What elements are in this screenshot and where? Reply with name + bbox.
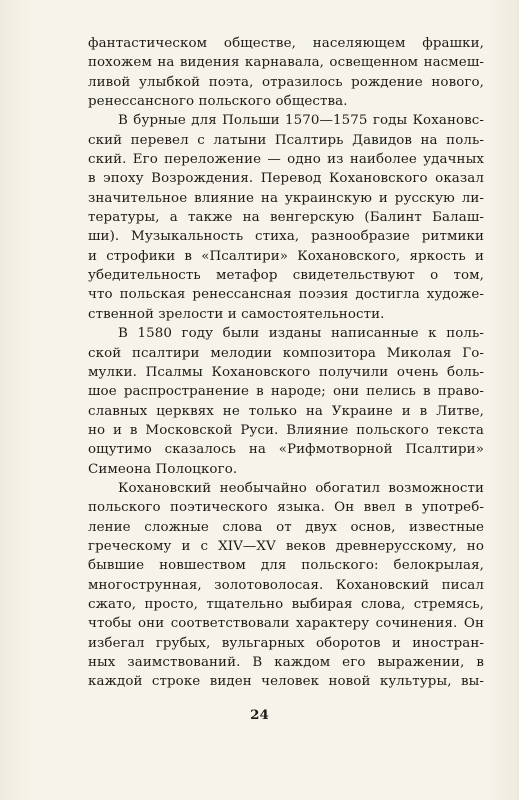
text-line: ский перевел с латыни Псалтирь Давидов на поль- bbox=[88, 132, 484, 148]
text-line: ской псалтири мелодии композитора Миколая Го- bbox=[88, 345, 484, 361]
text-line: ши). Музыкальность стиха, разнообразие ритмики bbox=[88, 229, 484, 245]
text-line: чтобы они соответствовали характеру сочинения. Он bbox=[88, 616, 484, 632]
text-line: В 1580 году были изданы написанные к поль- bbox=[118, 326, 484, 342]
text-line: значительное влияние на украинскую и русскую ли- bbox=[88, 190, 484, 206]
text-line: многострунная, золотоволосая. Кохановский писал bbox=[88, 577, 484, 593]
text-line: мулки. Псалмы Кохановского получили очень боль- bbox=[88, 364, 484, 380]
text-line: ление сложные слова от двух основ, известные bbox=[88, 519, 484, 535]
text-line: польского поэтического языка. Он ввел в употреб- bbox=[88, 500, 484, 516]
body-text bbox=[88, 34, 484, 692]
text-line: В бурные для Польши 1570—1575 годы Кохановс- bbox=[118, 113, 484, 129]
text-line: фантастическом обществе, населяющем фрашки, bbox=[88, 36, 484, 51]
text-line: что польская ренессансная поэзия достигла художе- bbox=[88, 287, 484, 303]
text-line: Симеона Полоцкого. bbox=[88, 461, 238, 477]
text-line: Кохановский необычайно обогатил возможности bbox=[118, 480, 484, 496]
text-line: похожем на видения карнавала, освещенном насмеш- bbox=[88, 55, 484, 71]
text-line: в эпоху Возрождения. Перевод Кохановского оказал bbox=[88, 171, 484, 187]
text-line: ренессансного польского общества. bbox=[88, 94, 348, 110]
page-number: 24 bbox=[250, 707, 269, 723]
text-line: ощутимо сказалось на «Рифмотворной Псалтири» bbox=[88, 442, 484, 458]
text-line: бывшие новшеством для польского: белокрылая, bbox=[88, 558, 484, 574]
text-line: тературы, а также на венгерскую (Балинт Балаш- bbox=[88, 210, 484, 226]
text-line: ливой улыбкой поэта, отразилось рождение нового, bbox=[88, 74, 484, 90]
text-line: каждой строке виден человек новой культуры, вы- bbox=[88, 674, 484, 690]
text-line: славных церквях не только на Украине и в Литве, bbox=[88, 403, 484, 419]
text-line: и строфики в «Псалтири» Кохановского, яркость и bbox=[88, 248, 484, 264]
text-line: греческому и с XIV—XV веков древнерусскому, но bbox=[88, 538, 484, 554]
text-line: избегал грубых, вульгарных оборотов и иностран- bbox=[88, 635, 484, 651]
text-line: но и в Московской Руси. Влияние польского текста bbox=[88, 422, 484, 438]
text-line: шое распространение в народе; они пелись в право- bbox=[88, 384, 484, 400]
text-line: ных заимствований. В каждом его выражении, в bbox=[88, 655, 484, 670]
text-line: ственной зрелости и самостоятельности. bbox=[88, 306, 385, 322]
text-line: убедительность метафор свидетельствуют о том, bbox=[88, 268, 484, 284]
text-line: ский. Его переложение — одно из наиболее удачных bbox=[88, 152, 484, 168]
text-line: сжато, просто, тщательно выбирая слова, стремясь, bbox=[88, 596, 484, 612]
